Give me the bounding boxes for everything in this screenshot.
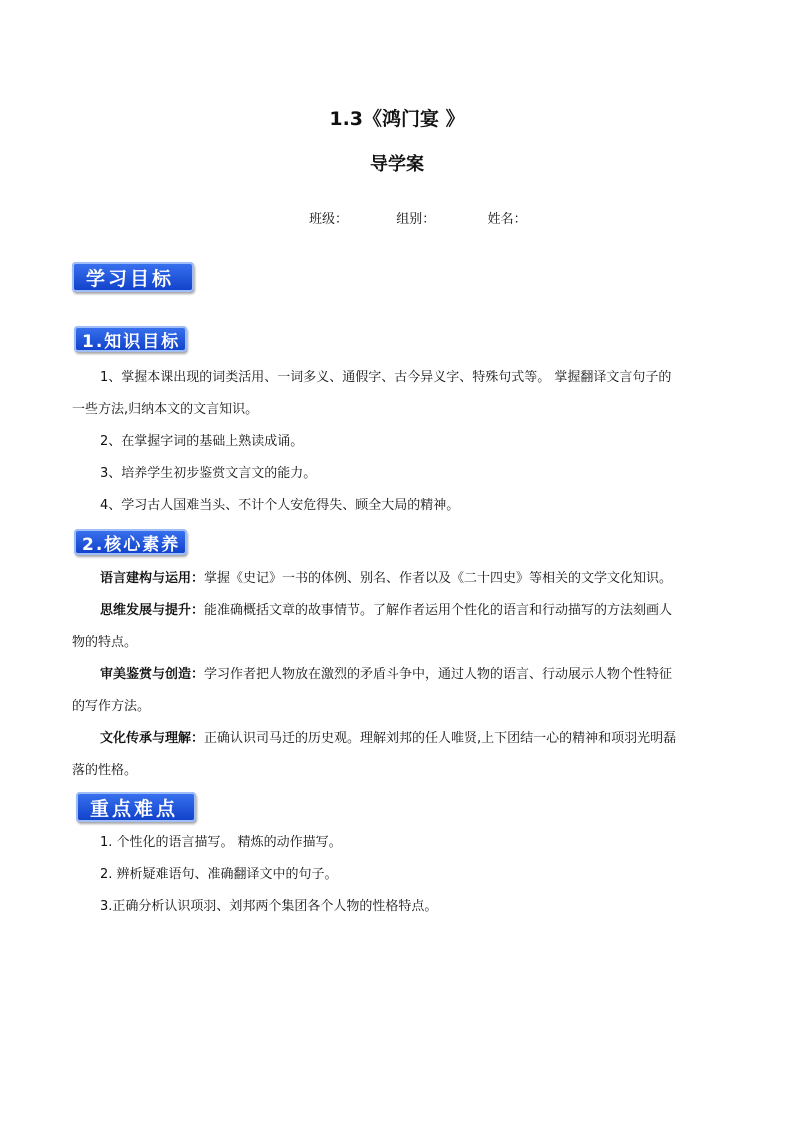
core-item-thinking xyxy=(72,602,752,620)
knowledge-item: 1、掌握本课出现的词类活用、一词多义、通假字、古今异义字、特殊句式等。 掌握翻译文言句子的 xyxy=(100,370,672,385)
class-label: 班级： xyxy=(309,212,349,227)
key-points-heading xyxy=(76,792,196,822)
knowledge-item: 3、培养学生初步鉴赏文言文的能力。 xyxy=(100,466,317,481)
knowledge-item: 2、在掌握字词的基础上熟读成诵。 xyxy=(100,434,304,449)
core-heading xyxy=(74,529,187,555)
knowledge-heading xyxy=(74,326,187,352)
core-item-label: 审美鉴赏与创造： xyxy=(100,667,205,682)
group-label: 组别： xyxy=(396,212,436,227)
key-points-heading-label: 重点难点 xyxy=(90,797,179,820)
core-heading-label: 2.核心素养 xyxy=(82,534,181,555)
knowledge-item: 一些方法,归纳本文的文言知识。 xyxy=(72,402,259,417)
core-item-text: 学习作者把人物放在激烈的矛盾斗争中，通过人物的语言、行动展示人物个性特征 xyxy=(204,667,673,682)
page-subtitle: 导学案 xyxy=(370,154,424,175)
core-item-text: 落的性格。 xyxy=(72,763,138,778)
page-title: 1.3《鸿门宴 》 xyxy=(329,108,465,130)
knowledge-heading-label: 1.知识目标 xyxy=(82,331,181,352)
core-item-aesthetic xyxy=(72,666,752,684)
key-point-item: 1. 个性化的语言描写。 精炼的动作描写。 xyxy=(100,835,342,850)
objectives-heading-label: 学习目标 xyxy=(86,267,175,290)
core-item-language xyxy=(72,570,752,588)
core-item-text: 物的特点。 xyxy=(72,635,138,650)
objectives-heading xyxy=(72,262,194,292)
core-item-text: 的写作方法。 xyxy=(72,699,151,714)
student-info-row xyxy=(309,208,527,227)
key-point-item: 3.正确分析认识项羽、刘邦两个集团各个人物的性格特点。 xyxy=(100,899,438,914)
core-item-label: 思维发展与提升： xyxy=(100,603,205,618)
core-item-text: 掌握《史记》一书的体例、别名、作者以及《二十四史》等相关的文学文化知识。 xyxy=(204,571,673,586)
core-item-label: 文化传承与理解： xyxy=(100,731,205,746)
name-label: 姓名： xyxy=(487,212,527,227)
core-item-text: 能准确概括文章的故事情节。了解作者运用个性化的语言和行动描写的方法刻画人 xyxy=(204,603,673,618)
knowledge-item: 4、学习古人国难当头、不计个人安危得失、顾全大局的精神。 xyxy=(100,498,460,513)
key-point-item: 2. 辨析疑难语句、准确翻译文中的句子。 xyxy=(100,867,338,882)
core-item-label: 语言建构与运用： xyxy=(100,571,205,586)
core-item-culture xyxy=(72,730,752,748)
core-item-text: 正确认识司马迁的历史观。理解刘邦的任人唯贤,上下团结一心的精神和项羽光明磊 xyxy=(204,731,677,746)
